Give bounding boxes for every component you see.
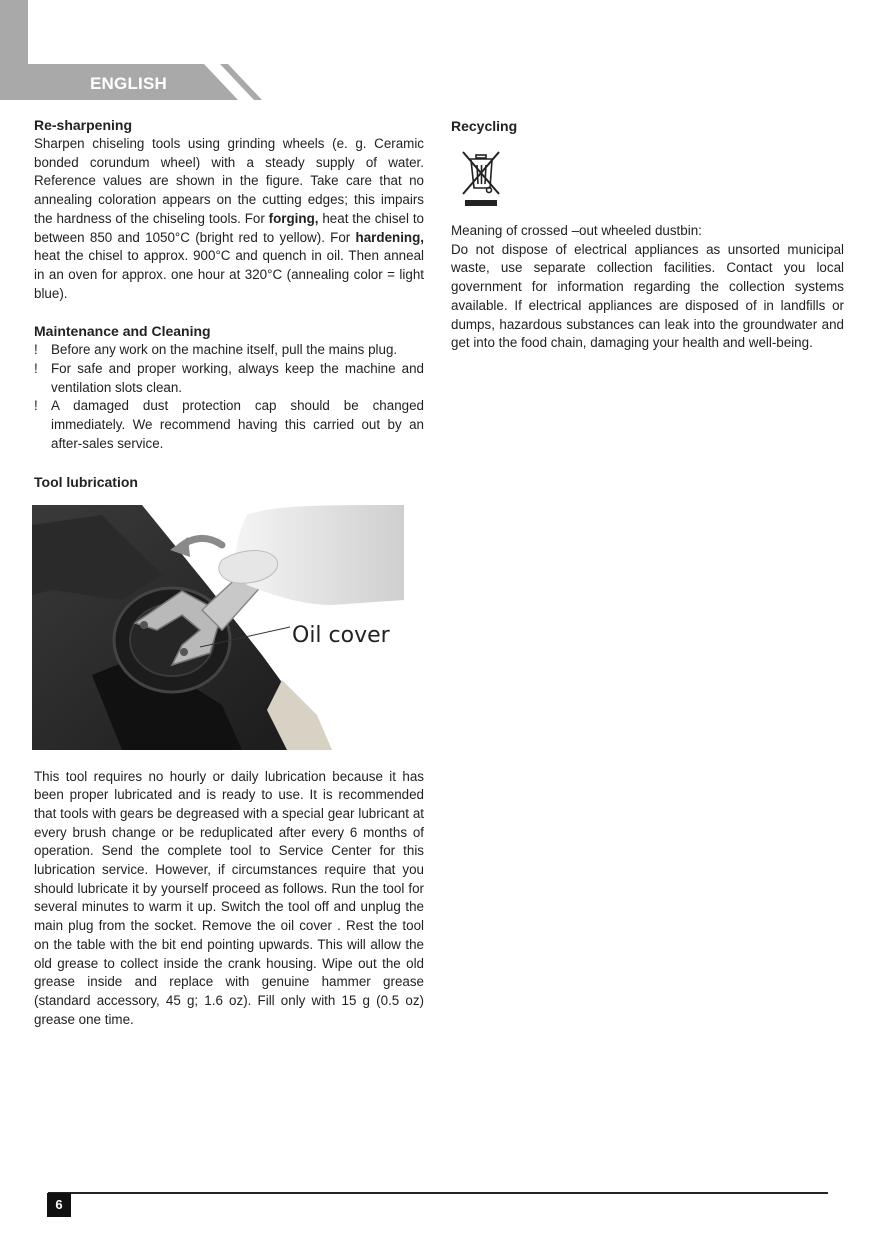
language-label: ENGLISH (90, 74, 167, 93)
lubrication-section (34, 472, 424, 1030)
left-column (34, 115, 424, 1029)
resharpening-section (34, 115, 424, 303)
maintenance-list (34, 341, 424, 453)
maintenance-heading: Maintenance and Cleaning (34, 323, 211, 340)
warning-mark: ! (34, 361, 38, 377)
recycling-section (451, 116, 844, 353)
recycling-caption: Meaning of crossed –out wheeled dustbin: (451, 223, 702, 238)
warning-mark: ! (34, 398, 38, 414)
warning-mark: ! (34, 342, 38, 358)
crossed-out-wheeled-bin-icon (459, 148, 503, 210)
right-column (451, 116, 844, 353)
footer-rule (48, 1192, 828, 1194)
lubrication-text: This tool requires no hourly or daily lubrication because it has been proper lubricated and is ready to use. It is recommended that tools with gears be degreased with a special gear lubricant at every brush change or be reduplicated after every 6 months of operation. Send the complete tool to Service Center for this lubrication service. However, if circumstances require that you should lubricate it by yourself proceed as follows. Run the tool for several minutes to warm it up. Switch the tool off and unplug the main plug from the socket. Remove the oil cover . Rest the tool on the table with the bit end pointing upwards. This will allow the old grease to collect inside the crank housing. Wipe out the old grease inside and replace with genuine hammer grease (standard accessory, 45 g; 1.6 oz). Fill only with 15 g (0.5 oz) grease one time. (34, 768, 424, 1027)
recycling-heading: Recycling (451, 118, 518, 134)
resharpening-text: Sharpen chiseling tools using grinding wheels (e. g. Ceramic bonded corundum wheel) with a steady supply of water. Reference values are shown in the figure. Take care that no annealing coloration appears on the cutting edges; this impairs the hardness of the chiseling tools. For forging, heat the chisel to between 850 and 1050°C (bright red to yellow). For hardening, heat the chisel to approx. 900°C and quench in oil. Then anneal in an oven for approx. one hour at 320°C (annealing color = light blue). (34, 136, 424, 301)
recycling-text: Do not dispose of electrical appliances as unsorted municipal waste, use separate collection facilities. Contact you local government for information regarding the collection systems available. If electrical appliances are disposed of in landfills or dumps, hazardous substances can leak into the groundwater and get into the food chain, damaging your health and well-being. (451, 241, 844, 351)
forging-term: forging, (268, 210, 319, 226)
oil-cover-photo (32, 505, 404, 750)
page-number: 6 (47, 1193, 71, 1217)
maintenance-section (34, 321, 424, 453)
list-item: ! Before any work on the machine itself, pull the mains plug. (34, 341, 424, 360)
hardening-term: hardening, (355, 229, 424, 245)
oil-cover-label: Oil cover (292, 622, 390, 648)
resharpening-heading: Re-sharpening (34, 117, 133, 133)
list-item: ! A damaged dust protection cap should be changed immediately. We recommend having this carried out by an after-sales service. (34, 398, 424, 451)
list-item: ! For safe and proper working, always keep the machine and ventilation slots clean. (34, 361, 424, 395)
lubrication-heading: Tool lubrication (34, 473, 138, 490)
